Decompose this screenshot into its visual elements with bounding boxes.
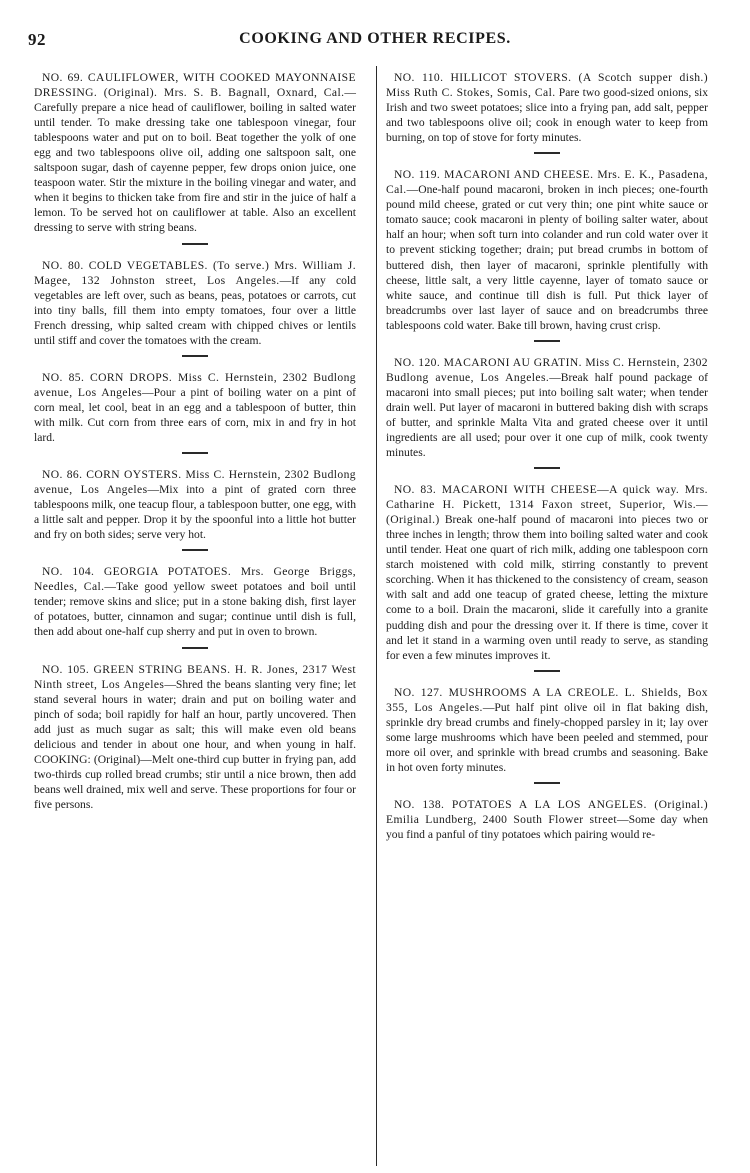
recipe-body: —Mix into a pint of grated corn three tablespoons milk, one teacup flour, a tablespoon butter, one egg, with a little salt and pepper. Drop it by the spoonful into a little hot butter and fry on both sides; serve very hot. (34, 483, 356, 542)
running-title: COOKING AND OTHER RECIPES. (239, 30, 511, 47)
recipe-separator (534, 340, 560, 342)
page-number: 92 (28, 30, 46, 49)
recipe-body: —Shred the beans slanting very fine; let stand several hours in water; drain and put on boiling water and pinch of soda; boil rapidly for half an hour, partly uncovered. Then add just as much sugar as salt; this will make even old beans delicious and tender in about one hour, and when young in half. COOKING: (Original)—Melt one-third cup butter in frying pan, add two-thirds cup rolled bread crumbs; stir until a nice brown, then add beans well drained, mix well and serve. These proportions for four or five persons. (34, 677, 356, 811)
recipe-85 (34, 370, 356, 445)
recipe-heading: NO. 110. HILLICOT STOVERS. (A Scotch supper dish.) Miss Ruth C. Stokes, Somis, Cal. (386, 71, 708, 100)
recipe-separator (182, 452, 208, 454)
recipe-105 (34, 662, 356, 812)
recipe-heading: NO. 138. POTATOES A LA LOS ANGELES. (Original.) Emilia Lundberg, 2400 South Flower street (386, 797, 708, 826)
recipe-86 (34, 467, 356, 542)
recipe-separator (182, 647, 208, 649)
recipe-body: —Some day when you find a panful of tiny potatoes which pairing would re- (386, 812, 709, 842)
recipe-119 (386, 167, 708, 333)
column-rule (376, 66, 377, 1166)
recipe-body: —Take good yellow sweet potatoes and boil until tender; remove skins and slice; put in a stone baking dish, first layer of potatoes, butter, cinnamon and sugar; continue until dish is full, then add about one-half cup sherry and put in oven to brown. (34, 580, 356, 639)
recipe-body: —Pour a pint of boiling water on a pint of corn meal, let cool, beat in an egg and a tablespoon of butter, thin with milk. Cut corn from three ears of corn, mix in and fry in hot lard. (34, 385, 357, 444)
recipe-heading: NO. 104. GEORGIA POTATOES. Mrs. George Briggs, Needles, Cal. (34, 565, 356, 594)
recipe-heading: NO. 120. MACARONI AU GRATIN. Miss C. Hernstein, 2302 Budlong avenue, Los Angeles. (386, 355, 708, 384)
recipe-body: —Put half pint olive oil in flat baking dish, sprinkle dry bread crumbs and finely-chopped parsley in it; lay over some large mushrooms which have been peeled and stemmed, pour more oil over, and sprinkle with bread crumbs and seasoning. Bake in hot oven forty minutes. (386, 700, 708, 774)
recipe-body: Pare two good-sized onions, six Irish and two sweet potatoes; slice into a frying pan, add salt, pepper and two tablespoons olive oil; cook in enough water to keep from burning, on top of stove for forty minutes. (386, 86, 708, 145)
recipe-body: —If any cold vegetables are left over, such as beans, peas, potatoes or carrots, cut into tiny balls, fill them into empty tomatoes, four over a little French dressing, whip salted cream with chipped chives or lentils until stiff and cover the tomatoes with the cream. (34, 273, 356, 347)
recipe-138 (386, 797, 708, 842)
recipe-80 (34, 258, 356, 348)
recipe-heading: NO. 69. CAULIFLOWER, WITH COOKED MAYONNAISE DRESSING. (Original). Mrs. S. B. Bagnall, Oxnard, Cal. (34, 71, 356, 100)
recipe-separator (182, 549, 208, 551)
recipe-heading: NO. 127. MUSHROOMS A LA CREOLE. L. Shields, Box 355, Los Angeles. (386, 685, 708, 714)
recipe-69 (34, 70, 356, 236)
recipe-separator (182, 243, 208, 245)
right-column (386, 70, 708, 842)
recipe-body: —One-half pound macaroni, broken in inch pieces; one-fourth pound mild cheese, grated or cut very thin; one pint white sauce or tomato sauce; cook macaroni in plenty of boiling salter water, about half an hour; when soft turn into colander and run cold water over it to prevent sticking together; drain; put bread crumbs in bottom of buttered dish, then layer of macaroni, sprinkle plentifully with cheese, little salt, a very little cayenne, layer of tomato sauce or white sauce, and continue till dish is full. Put thick layer of breadcrumbs over last layer of sauce and on breadcrumbs three tablespoons cold water. Bake till brown, having crust crisp. (386, 183, 708, 332)
recipe-104 (34, 564, 356, 639)
recipe-110 (386, 70, 708, 145)
recipe-separator (534, 670, 560, 672)
recipe-separator (182, 355, 208, 357)
recipe-separator (534, 467, 560, 469)
recipe-separator (534, 782, 560, 784)
page-header (28, 30, 722, 54)
recipe-heading: NO. 83. MACARONI WITH CHEESE—A quick way. Mrs. Catharine H. Pickett, 1314 Faxon street, Superior, Wis.—(Original.) (386, 483, 708, 527)
recipe-separator (534, 152, 560, 154)
recipe-83 (386, 482, 708, 663)
recipe-body: Break one-half pound of macaroni into pieces two or three inches in length; throw them into boiling salted water and cook until tender. Heat one quart of rich milk, adding one tablespoon corn starch moistened with cold milk, stirring constantly to prevent scorching. When it has thickened to the consistency of cream, season with salt and add one teacup of grated cheese, letting the mixture come to a boil. Drain the macaroni, slide it carefully into a granite pudding dish and pour the dressing over it. If there is time, cover it and let it stand in a warming oven until ready to serve, as standing for even a few minutes improves it. (386, 513, 708, 662)
recipe-body: —Break half pound package of macaroni into small pieces; put into boiling salt water; when tender drain well. Put layer of macaroni in buttered baking dish with scraps of butter, and sprinkle Malta Vita and grated cheese over it until ingredients are all used; pour over it one cup of milk, cook twenty minutes. (386, 370, 709, 460)
recipe-heading: NO. 86. CORN OYSTERS. Miss C. Hernstein, 2302 Budlong avenue, Los Angeles (34, 468, 356, 497)
recipe-heading: NO. 85. CORN DROPS. Miss C. Hernstein, 2302 Budlong avenue, Los Angeles (34, 370, 356, 399)
recipe-heading: NO. 80. COLD VEGETABLES. (To serve.) Mrs. William J. Magee, 132 Johnston street, Los Angeles. (34, 258, 356, 287)
recipe-heading: NO. 105. GREEN STRING BEANS. H. R. Jones, 2317 West Ninth street, Los Angeles (34, 662, 356, 691)
left-column (34, 70, 356, 812)
recipe-heading: NO. 119. MACARONI AND CHEESE. Mrs. E. K., Pasadena, Cal. (386, 168, 708, 197)
recipe-127 (386, 685, 708, 775)
recipe-120 (386, 355, 708, 460)
recipe-body: —Carefully prepare a nice head of cauliflower, boiling in salted water until tender. To make dressing take one tablespoon vinegar, four tablespoons water and put on to boil. Beat together the yolk of one egg and two tablespoons olive oil, adding one saltspoon salt, one saltspoon sugar, dash of cayenne pepper, few drops onion juice, one teaspoon water. Stir the mixture in the boiling vinegar and water, and when it begins to thicken take from fire and stir in the juice of half a lemon. To be served hot on cauliflower at table. Also an excellent dressing to serve with string beans. (34, 86, 356, 235)
